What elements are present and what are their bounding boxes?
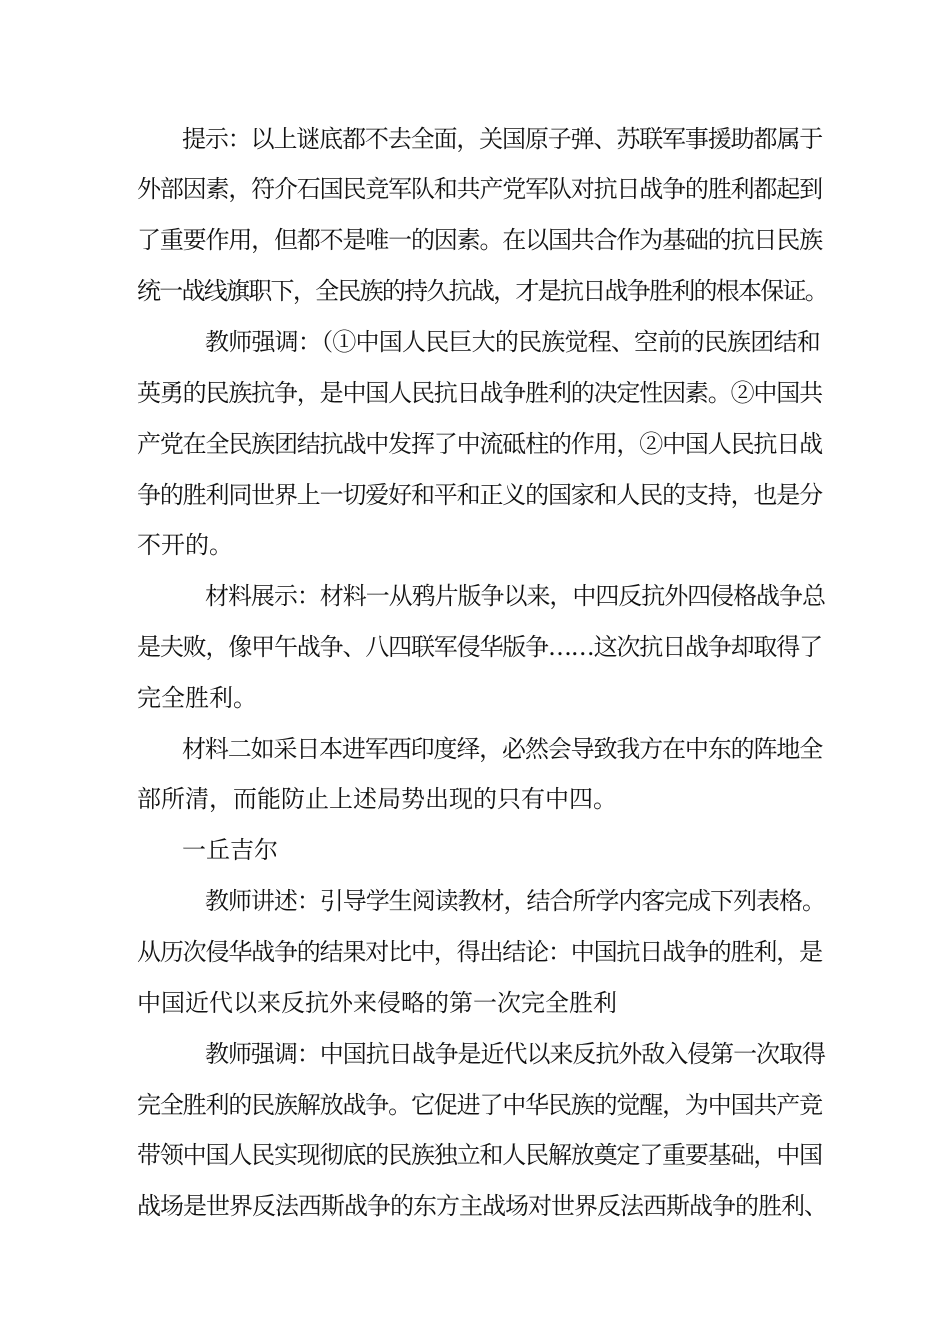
text-line: 部所清，而能防止上述局势出现的只有中四。 [137, 785, 617, 813]
text-line: 英勇的民族抗争，是中国人民抗日战争胜利的决定性因素。②中国共 [137, 379, 822, 407]
text-line: 教师讲述：引导学生阅读教材，结合所学内客完成下列表格。 [205, 887, 825, 915]
text-line: 外部因素，符介石国民竞军队和共产党军队对抗日战争的胜利都起到 [137, 175, 822, 203]
text-line: 是夫败，像甲午战争、八四联军侵华版争……这次抗日战争却取得了 [137, 633, 822, 661]
text-line: 完全胜利的民族解放战争。它促进了中华民族的觉醒，为中国共产竞 [137, 1091, 822, 1119]
text-line: 了重要作用，但都不是唯一的因素。在以国共合作为基础的抗日民族 [137, 226, 822, 254]
text-line: 带领中国人民实现彻底的民族独立和人民解放奠定了重要基础，中国 [137, 1141, 822, 1169]
text-line: 材料二如采日本进军西印度绎，必然会导致我方在中东的阵地全 [182, 735, 823, 763]
text-line: 从历次侵华战争的结果对比中，得出结论：中国抗日战争的胜利，是 [137, 938, 822, 966]
text-line: 争的胜利同世界上一切爱好和平和正义的国家和人民的支持，也是分 [137, 481, 822, 509]
text-line: 战场是世界反法西斯战争的东方主战场对世界反法西斯战争的胜利、 [137, 1192, 827, 1220]
text-line: 一丘吉尔 [182, 836, 278, 864]
text-line: 教师强调：（①中国人民巨大的民族觉程、空前的民族团结和 [205, 328, 820, 356]
text-line: 完全胜利。 [137, 684, 257, 712]
text-line: 统一战线旗职下，全民族的持久抗战，才是抗日战争胜利的根本保证。 [137, 277, 828, 305]
text-line: 产党在全民族团结抗战中发挥了中流砥柱的作用，②中国人民抗日战 [137, 430, 822, 458]
text-line: 材料展示：材料一从鸦片版争以来，中四反抗外四侵格战争总 [205, 582, 825, 610]
text-line: 中国近代以来反抗外来侵略的第一次完全胜利 [137, 989, 617, 1017]
text-line: 教师强调：中国抗日战争是近代以来反抗外敌入侵第一次取得 [205, 1040, 825, 1068]
text-line: 提示：以上谜底都不去全面，关国原子弹、苏联军事援助都属于 [182, 125, 823, 153]
text-line: 不开的。 [137, 531, 233, 559]
